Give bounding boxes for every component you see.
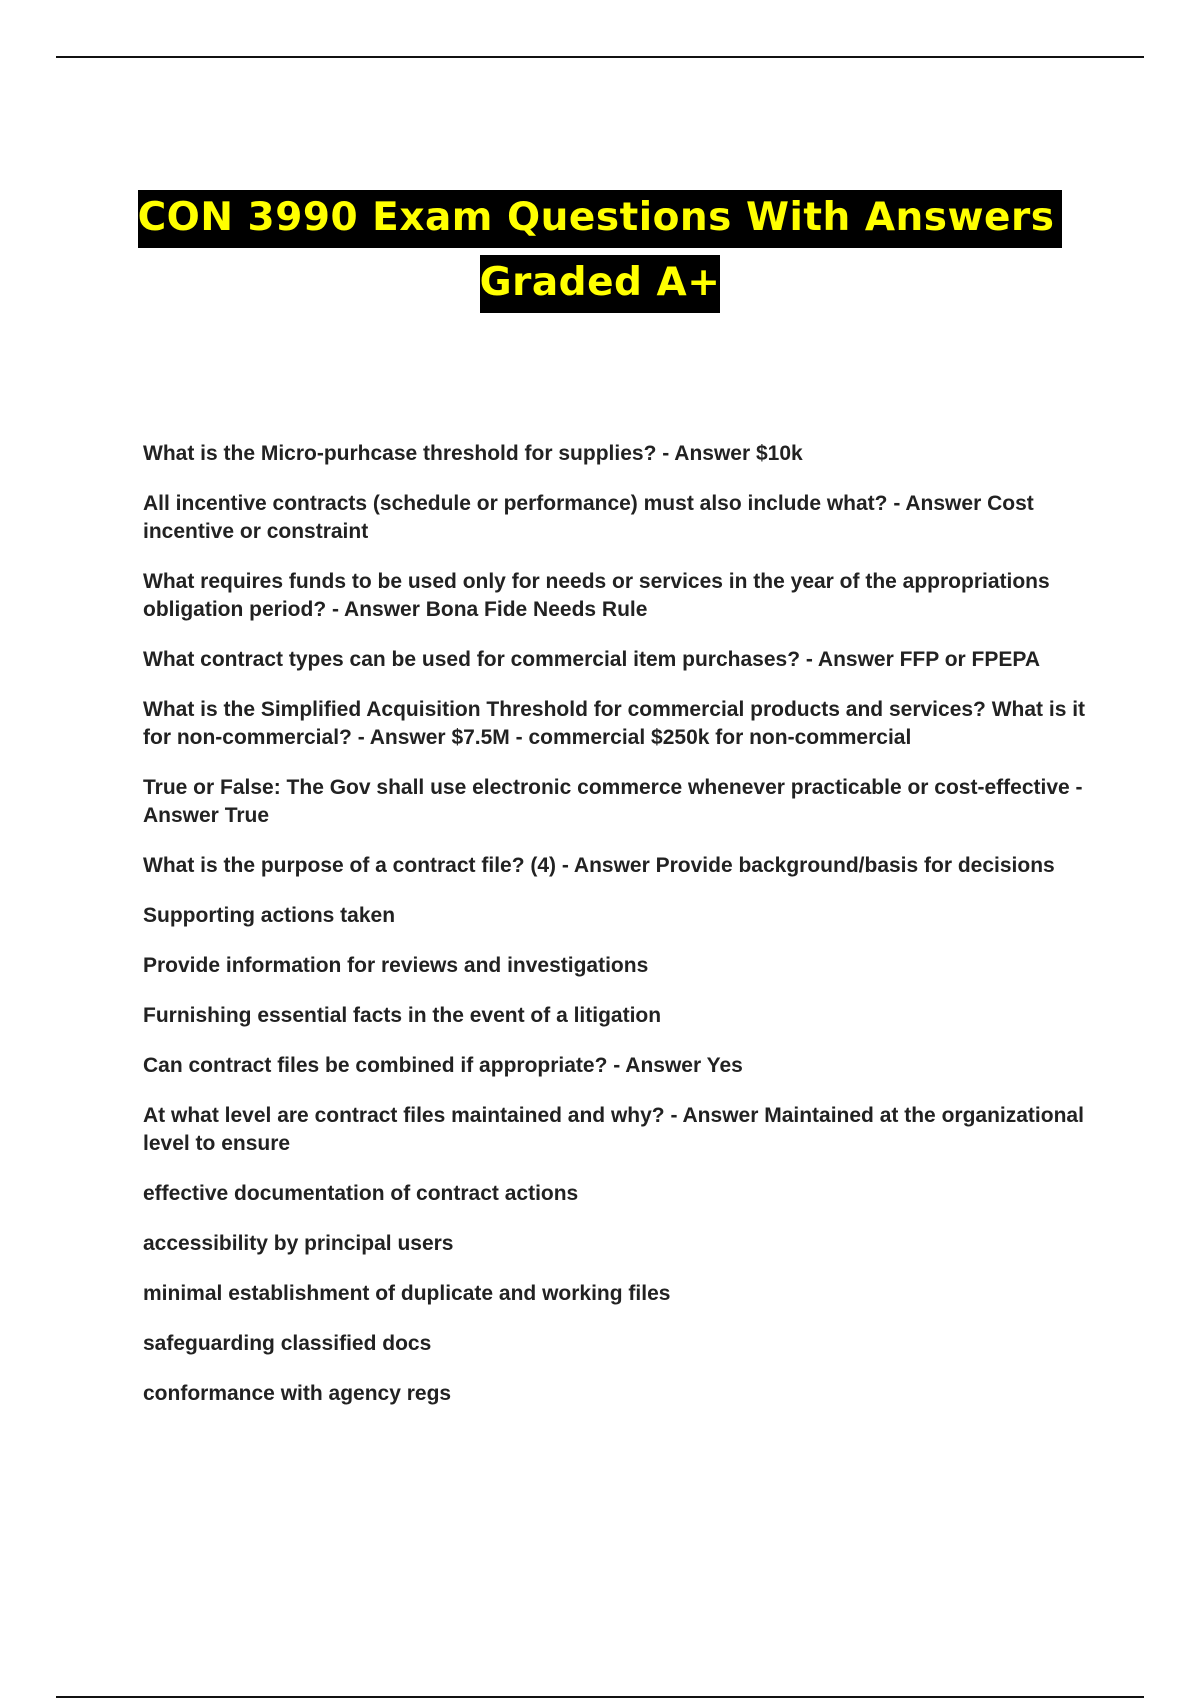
paragraph: Can contract files be combined if appropriate? - Answer Yes <box>143 1054 743 1077</box>
paragraph: What is the Micro-purhcase threshold for supplies? - Answer $10k <box>143 442 803 465</box>
top-rule <box>56 56 1144 58</box>
title-line-1: CON 3990 Exam Questions With Answers <box>138 190 1063 248</box>
paragraph: What is the Simplified Acquisition Threshold for commercial products and services? What is it for non-commercial? - Answer $7.5M - commercial $250k for non-commercial <box>143 698 1086 749</box>
paragraph: True or False: The Gov shall use electronic commerce whenever practicable or cost-effective - Answer True <box>143 776 1083 827</box>
paragraph: safeguarding classified docs <box>143 1332 432 1355</box>
paragraph: What requires funds to be used only for needs or services in the year of the appropriations obligation period? - Answer Bona Fide Needs Rule <box>143 570 1050 621</box>
paragraph: effective documentation of contract actions <box>143 1182 579 1205</box>
paragraph: minimal establishment of duplicate and working files <box>143 1282 671 1305</box>
paragraph: Provide information for reviews and investigations <box>143 954 649 977</box>
paragraph: accessibility by principal users <box>143 1232 454 1255</box>
title-line-2: Graded A+ <box>480 255 721 313</box>
paragraph: What is the purpose of a contract file? (4) - Answer Provide background/basis for decisions <box>143 854 1055 877</box>
paragraph: Supporting actions taken <box>143 904 396 927</box>
paragraph: conformance with agency regs <box>143 1382 452 1405</box>
paragraph: At what level are contract files maintained and why? - Answer Maintained at the organizational level to ensure <box>143 1104 1084 1155</box>
paragraph: Furnishing essential facts in the event of a litigation <box>143 1004 662 1027</box>
paragraph: All incentive contracts (schedule or performance) must also include what? - Answer Cost incentive or constraint <box>143 492 1034 543</box>
document-title <box>0 190 1200 320</box>
document-body <box>143 440 1093 1430</box>
paragraph: What contract types can be used for commercial item purchases? - Answer FFP or FPEPA <box>143 648 1041 671</box>
bottom-rule <box>56 1696 1144 1698</box>
